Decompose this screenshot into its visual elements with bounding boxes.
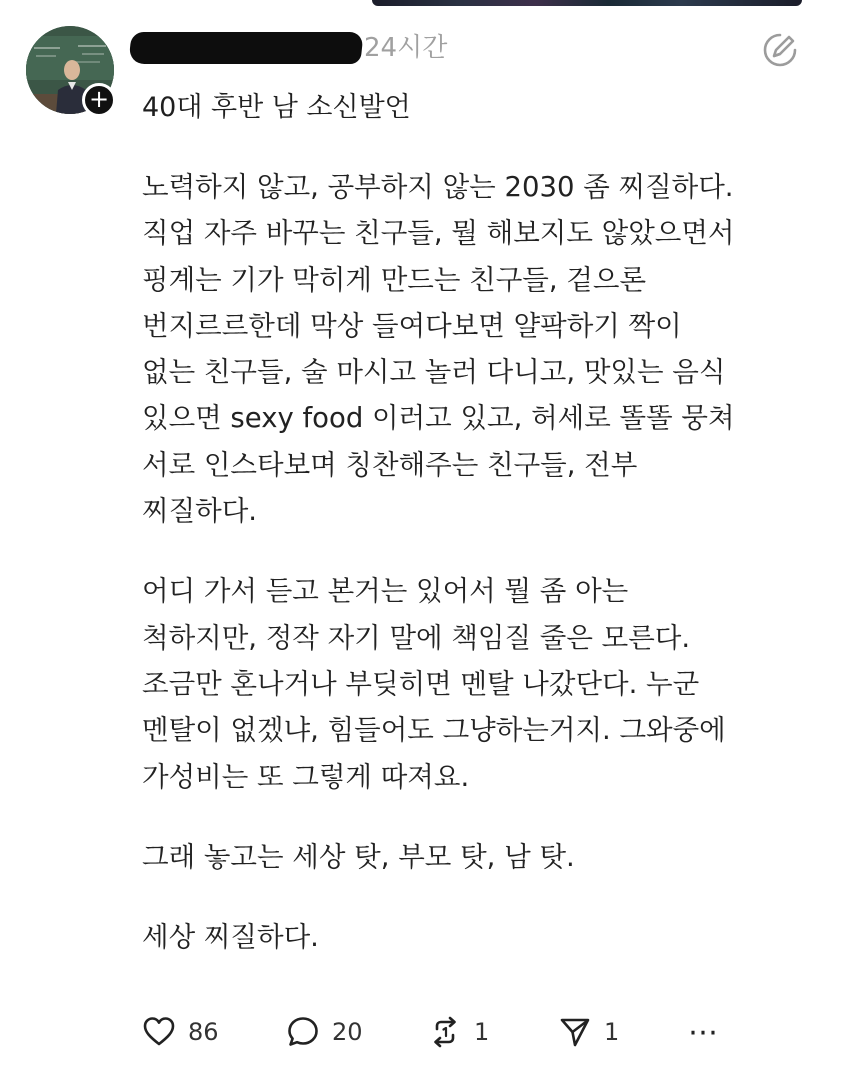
repost-button[interactable] — [428, 1012, 489, 1052]
post-paragraph — [142, 834, 832, 880]
plus-icon: + — [88, 85, 110, 113]
send-icon — [558, 1015, 592, 1049]
share-count: 1 — [604, 1018, 620, 1046]
post-line: 척하지만, 정작 자기 말에 책임질 줄은 모른다. — [142, 621, 691, 654]
comment-count: 20 — [332, 1018, 363, 1046]
post-line: 없는 친구들, 술 마시고 놀러 다니고, 맛있는 음식 — [142, 356, 726, 389]
more-icon: ⋯ — [688, 1014, 720, 1050]
heart-icon — [142, 1015, 176, 1049]
follow-plus-button[interactable] — [82, 83, 116, 117]
post-paragraph — [142, 164, 832, 534]
redaction-mark — [128, 32, 363, 64]
share-button[interactable] — [558, 1012, 619, 1052]
post-line: 번지르르한데 막상 들여다보면 얄팍하기 짝이 — [142, 309, 682, 342]
post-line: 조금만 혼나거나 부딪히면 멘탈 나갔단다. 누군 — [142, 667, 700, 700]
post-line: 가성비는 또 그렇게 따져요. — [142, 760, 470, 793]
post-line: 노력하지 않고, 공부하지 않는 2030 좀 찌질하다. — [142, 171, 734, 203]
more-options-button[interactable] — [684, 1012, 724, 1052]
edit-compose-icon[interactable] — [760, 30, 800, 70]
comment-button[interactable] — [286, 1012, 363, 1052]
post-paragraph — [142, 914, 832, 960]
post-line: 그래 놓고는 세상 탓, 부모 탓, 남 탓. — [142, 840, 575, 873]
post-line: 멘탈이 없겠냐, 힘들어도 그냥하는거지. 그와중에 — [142, 714, 726, 747]
repost-icon — [428, 1015, 462, 1049]
post-line: 세상 찌질하다. — [142, 921, 319, 954]
like-count: 86 — [188, 1018, 219, 1046]
post-line: 찌질하다. — [142, 495, 258, 528]
post-line: 있으면 sexy food 이러고 있고, 허세로 똘똘 뭉쳐 — [142, 402, 735, 435]
post-timestamp: 24시간 — [364, 33, 448, 63]
post-body — [142, 164, 832, 960]
post-line: 핑계는 기가 막히게 만드는 친구들, 겉으론 — [142, 263, 647, 296]
like-button[interactable] — [142, 1012, 219, 1052]
top-media-strip — [372, 0, 802, 6]
post-headline: 40대 후반 남 소신발언 — [142, 92, 411, 123]
post-line: 서로 인스타보며 칭찬해주는 친구들, 전부 — [142, 448, 638, 481]
post-line: 어디 가서 듣고 본거는 있어서 뭘 좀 아는 — [142, 575, 629, 608]
comment-bubble-icon — [286, 1015, 320, 1049]
post-paragraph — [142, 568, 832, 799]
action-bar — [142, 1012, 832, 1052]
post-line: 직업 자주 바꾸는 친구들, 뭘 해보지도 않았으면서 — [142, 217, 735, 250]
repost-count: 1 — [474, 1018, 490, 1046]
